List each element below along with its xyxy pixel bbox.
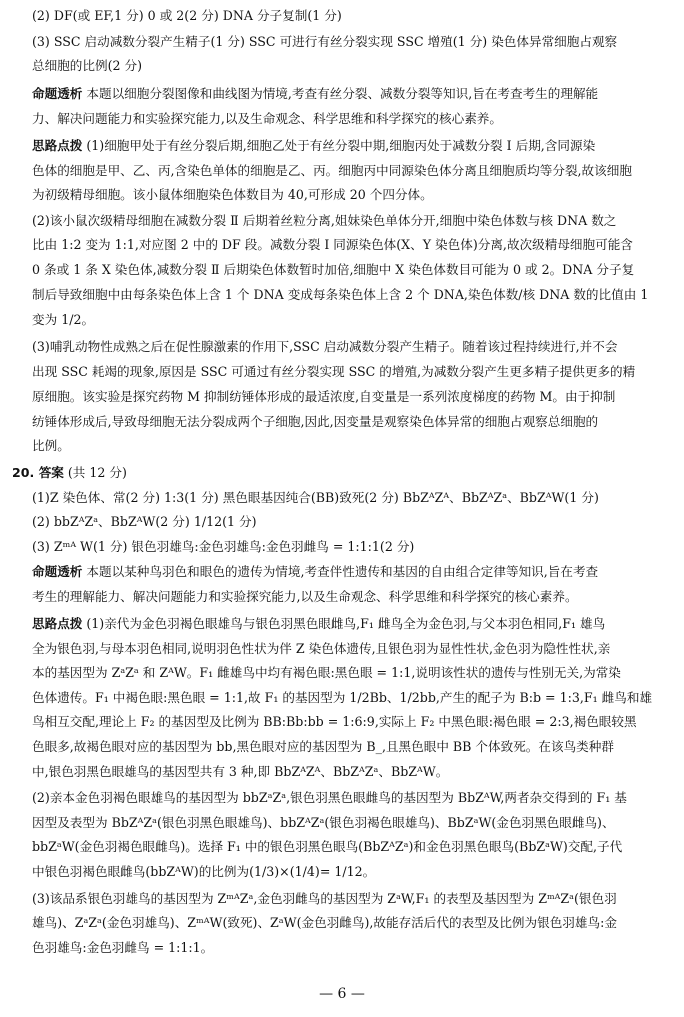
text-line xyxy=(32,107,672,131)
text-line xyxy=(32,560,672,584)
text-line xyxy=(32,335,672,359)
text-line xyxy=(32,585,672,609)
text-line xyxy=(32,54,672,78)
line-text: (3)该品系银色羽雄鸟的基因型为 ZᵐᴬZᵃ,金色羽雌鸟的基因型为 ZᵃW,F₁ 的表型及基因型为 ZᵐᴬZᵃ(银色羽 xyxy=(32,891,617,906)
text-line xyxy=(32,283,672,307)
line-text: 本题以细胞分裂图像和曲线图为情境,考查有丝分裂、减数分裂等知识,旨在考查考生的理解能 xyxy=(82,86,599,101)
line-text: 全为银色羽,与母本羽色相同,说明羽色性状为伴 Z 染色体遗传,且银色羽为显性性状,金色羽为隐性性状,亲 xyxy=(32,641,611,656)
line-text: 本题以某种鸟羽色和眼色的遗传为情境,考查伴性遗传和基因的自由组合定律等知识,旨在考查 xyxy=(82,564,599,579)
text-line xyxy=(32,535,672,559)
text-line xyxy=(32,486,672,510)
text-line xyxy=(32,385,672,409)
line-text: 制后导致细胞中由每条染色体上含 1 个 DNA 变成每条染色体上含 2 个 DNA,染色体数/核 DNA 数的比值由 1 xyxy=(32,287,649,302)
text-line xyxy=(32,209,672,233)
line-text: 变为 1/2。 xyxy=(32,312,95,327)
text-line xyxy=(32,4,672,28)
text-line xyxy=(32,233,672,257)
text-line xyxy=(32,308,672,332)
line-text: 总细胞的比例(2 分) xyxy=(32,58,142,73)
line-text: 纺锤体形成后,导致母细胞无法分裂成两个子细胞,因此,因变量是观察染色体异常的细胞占观察总细胞的 xyxy=(32,414,599,429)
line-text: 因型及表型为 BbZᴬZᵃ(银色羽黑色眼雄鸟)、bbZᴬZᵃ(银色羽褐色眼雄鸟)、BbZᵃW(金色羽黑色眼雌鸟)、 xyxy=(32,815,615,830)
line-text: (2) bbZᴬZᵃ、BbZᴬW(2 分) 1/12(1 分) xyxy=(32,514,257,529)
line-text: (2) DF(或 EF,1 分) 0 或 2(2 分) DNA 分子复制(1 分) xyxy=(32,8,342,23)
line-text: 0 条或 1 条 X 染色体,减数分裂 Ⅱ 后期染色体数暂时加倍,细胞中 X 染色体数目可能为 0 或 2。DNA 分子复 xyxy=(32,262,635,277)
line-text: 出现 SSC 耗竭的现象,原因是 SSC 可通过有丝分裂实现 SSC 的增殖,为减数分裂产生更多精子提供更多的精 xyxy=(32,364,636,379)
line-text: (1)细胞甲处于有丝分裂后期,细胞乙处于有丝分裂中期,细胞丙处于减数分裂 Ⅰ 后期,含同源染 xyxy=(82,138,596,153)
text-line xyxy=(32,510,672,534)
text-line xyxy=(32,134,672,158)
line-text: 色眼多,故褐色眼对应的基因型为 bb,黑色眼对应的基因型为 B_,且黑色眼中 BB 个体致死。在该鸟类种群 xyxy=(32,739,614,754)
text-line xyxy=(32,258,672,282)
line-text: 比由 1:2 变为 1:1,对应图 2 中的 DF 段。减数分裂 Ⅰ 同源染色体(X、Y 染色体)分离,故次级精母细胞可能含 xyxy=(32,237,633,252)
text-line xyxy=(32,811,672,835)
line-text: 力、解决问题能力和实验探究能力,以及生命观念、科学思维和科学探究的核心素养。 xyxy=(32,111,502,126)
line-text: (3)哺乳动物性成熟之后在促性腺激素的作用下,SSC 启动减数分裂产生精子。随着该过程持续进行,并不会 xyxy=(32,339,618,354)
text-line xyxy=(32,661,672,685)
line-text: 色羽雄鸟:金色羽雌鸟 = 1:1:1。 xyxy=(32,940,214,955)
page-number: — 6 — xyxy=(319,986,365,1002)
line-text: 中银色羽褐色眼雌鸟(bbZᴬW)的比例为(1/3)×(1/4)= 1/12。 xyxy=(32,864,376,879)
text-line xyxy=(12,461,652,485)
text-line xyxy=(32,735,672,759)
line-text: 原细胞。该实验是探究药物 M 抑制纺锤体形成的最适浓度,自变量是一系列浓度梯度的药物 M。由于抑制 xyxy=(32,389,616,404)
text-line xyxy=(32,887,672,911)
text-line xyxy=(32,434,672,458)
text-line xyxy=(32,936,672,960)
section-label: 思路点拨 xyxy=(32,138,83,153)
text-line xyxy=(32,82,672,106)
text-line xyxy=(32,410,672,434)
section-label: 命题透析 xyxy=(32,86,83,101)
section-label: 命题透析 xyxy=(32,564,83,579)
section-label: 思路点拨 xyxy=(32,616,83,631)
text-line xyxy=(32,637,672,661)
text-line xyxy=(32,686,672,710)
line-text: 本的基因型为 ZᵃZᵃ 和 ZᴬW。F₁ 雌雄鸟中均有褐色眼:黑色眼 = 1:1,说明该性状的遗传与性别无关,为常染 xyxy=(32,665,621,680)
line-text: bbZᵃW(金色羽褐色眼雌鸟)。选择 F₁ 中的银色羽黑色眼鸟(BbZᴬZᵃ)和金色羽黑色眼鸟(BbZᵃW)交配,子代 xyxy=(32,839,623,854)
line-text: (2)该小鼠次级精母细胞在减数分裂 Ⅱ 后期着丝粒分离,姐妹染色单体分开,细胞中染色体数与核 DNA 数之 xyxy=(32,213,617,228)
line-text: (3) SSC 启动减数分裂产生精子(1 分) SSC 可进行有丝分裂实现 SSC 增殖(1 分) 染色体异常细胞占观察 xyxy=(32,34,618,49)
text-line xyxy=(32,183,672,207)
text-line xyxy=(32,835,672,859)
line-text: 考生的理解能力、解决问题能力和实验探究能力,以及生命观念、科学思维和科学探究的核心素养。 xyxy=(32,589,578,604)
text-line xyxy=(32,860,672,884)
line-text: (1)Z 染色体、常(2 分) 1:3(1 分) 黑色眼基因纯合(BB)致死(2 分) BbZᴬZᴬ、BbZᴬZᵃ、BbZᴬW(1 分) xyxy=(32,490,599,505)
line-text: (2)亲本金色羽褐色眼雄鸟的基因型为 bbZᵃZᵃ,银色羽黑色眼雌鸟的基因型为 BbZᴬW,两者杂交得到的 F₁ 基 xyxy=(32,790,627,805)
line-text: 中,银色羽黑色眼雄鸟的基因型共有 3 种,即 BbZᴬZᴬ、BbZᴬZᵃ、BbZᴬW。 xyxy=(32,764,449,779)
line-text: 为初级精母细胞。该小鼠体细胞染色体数目为 40,可形成 20 个四分体。 xyxy=(32,187,433,202)
text-line xyxy=(32,30,672,54)
line-text: 雄鸟)、ZᵃZᵃ(金色羽雄鸟)、ZᵐᴬW(致死)、ZᵃW(金色羽雌鸟),故能存活后代的表型及比例为银色羽雄鸟:金 xyxy=(32,915,617,930)
line-text: 色体遗传。F₁ 中褐色眼:黑色眼 = 1:1,故 F₁ 的基因型为 1/2Bb、1/2bb,产生的配子为 B:b = 1:3,F₁ 雌鸟和雄 xyxy=(32,690,653,705)
line-text: 色体的细胞是甲、乙、丙,含染色单体的细胞是乙、丙。细胞丙中同源染色体分离且细胞质均等分裂,故该细胞 xyxy=(32,163,632,178)
text-line xyxy=(32,786,672,810)
text-line xyxy=(32,612,672,636)
text-line xyxy=(32,760,672,784)
line-text: (1)亲代为金色羽褐色眼雄鸟与银色羽黑色眼雌鸟,F₁ 雌鸟全为金色羽,与父本羽色相同,F₁ 雄鸟 xyxy=(82,616,606,631)
section-label: 20. 答案 xyxy=(12,465,64,480)
line-text: (共 12 分) xyxy=(63,465,127,480)
text-line xyxy=(32,159,672,183)
line-text: (3) Zᵐᴬ W(1 分) 银色羽雄鸟:金色羽雄鸟:金色羽雌鸟 = 1:1:1(2 分) xyxy=(32,539,415,554)
text-line xyxy=(32,911,672,935)
text-line xyxy=(32,360,672,384)
line-text: 比例。 xyxy=(32,438,70,453)
text-line xyxy=(32,710,672,734)
line-text: 鸟相互交配,理论上 F₂ 的基因型及比例为 BB:Bb:bb = 1:6:9,实际上 F₂ 中黑色眼:褐色眼 = 2:3,褐色眼较黑 xyxy=(32,714,637,729)
